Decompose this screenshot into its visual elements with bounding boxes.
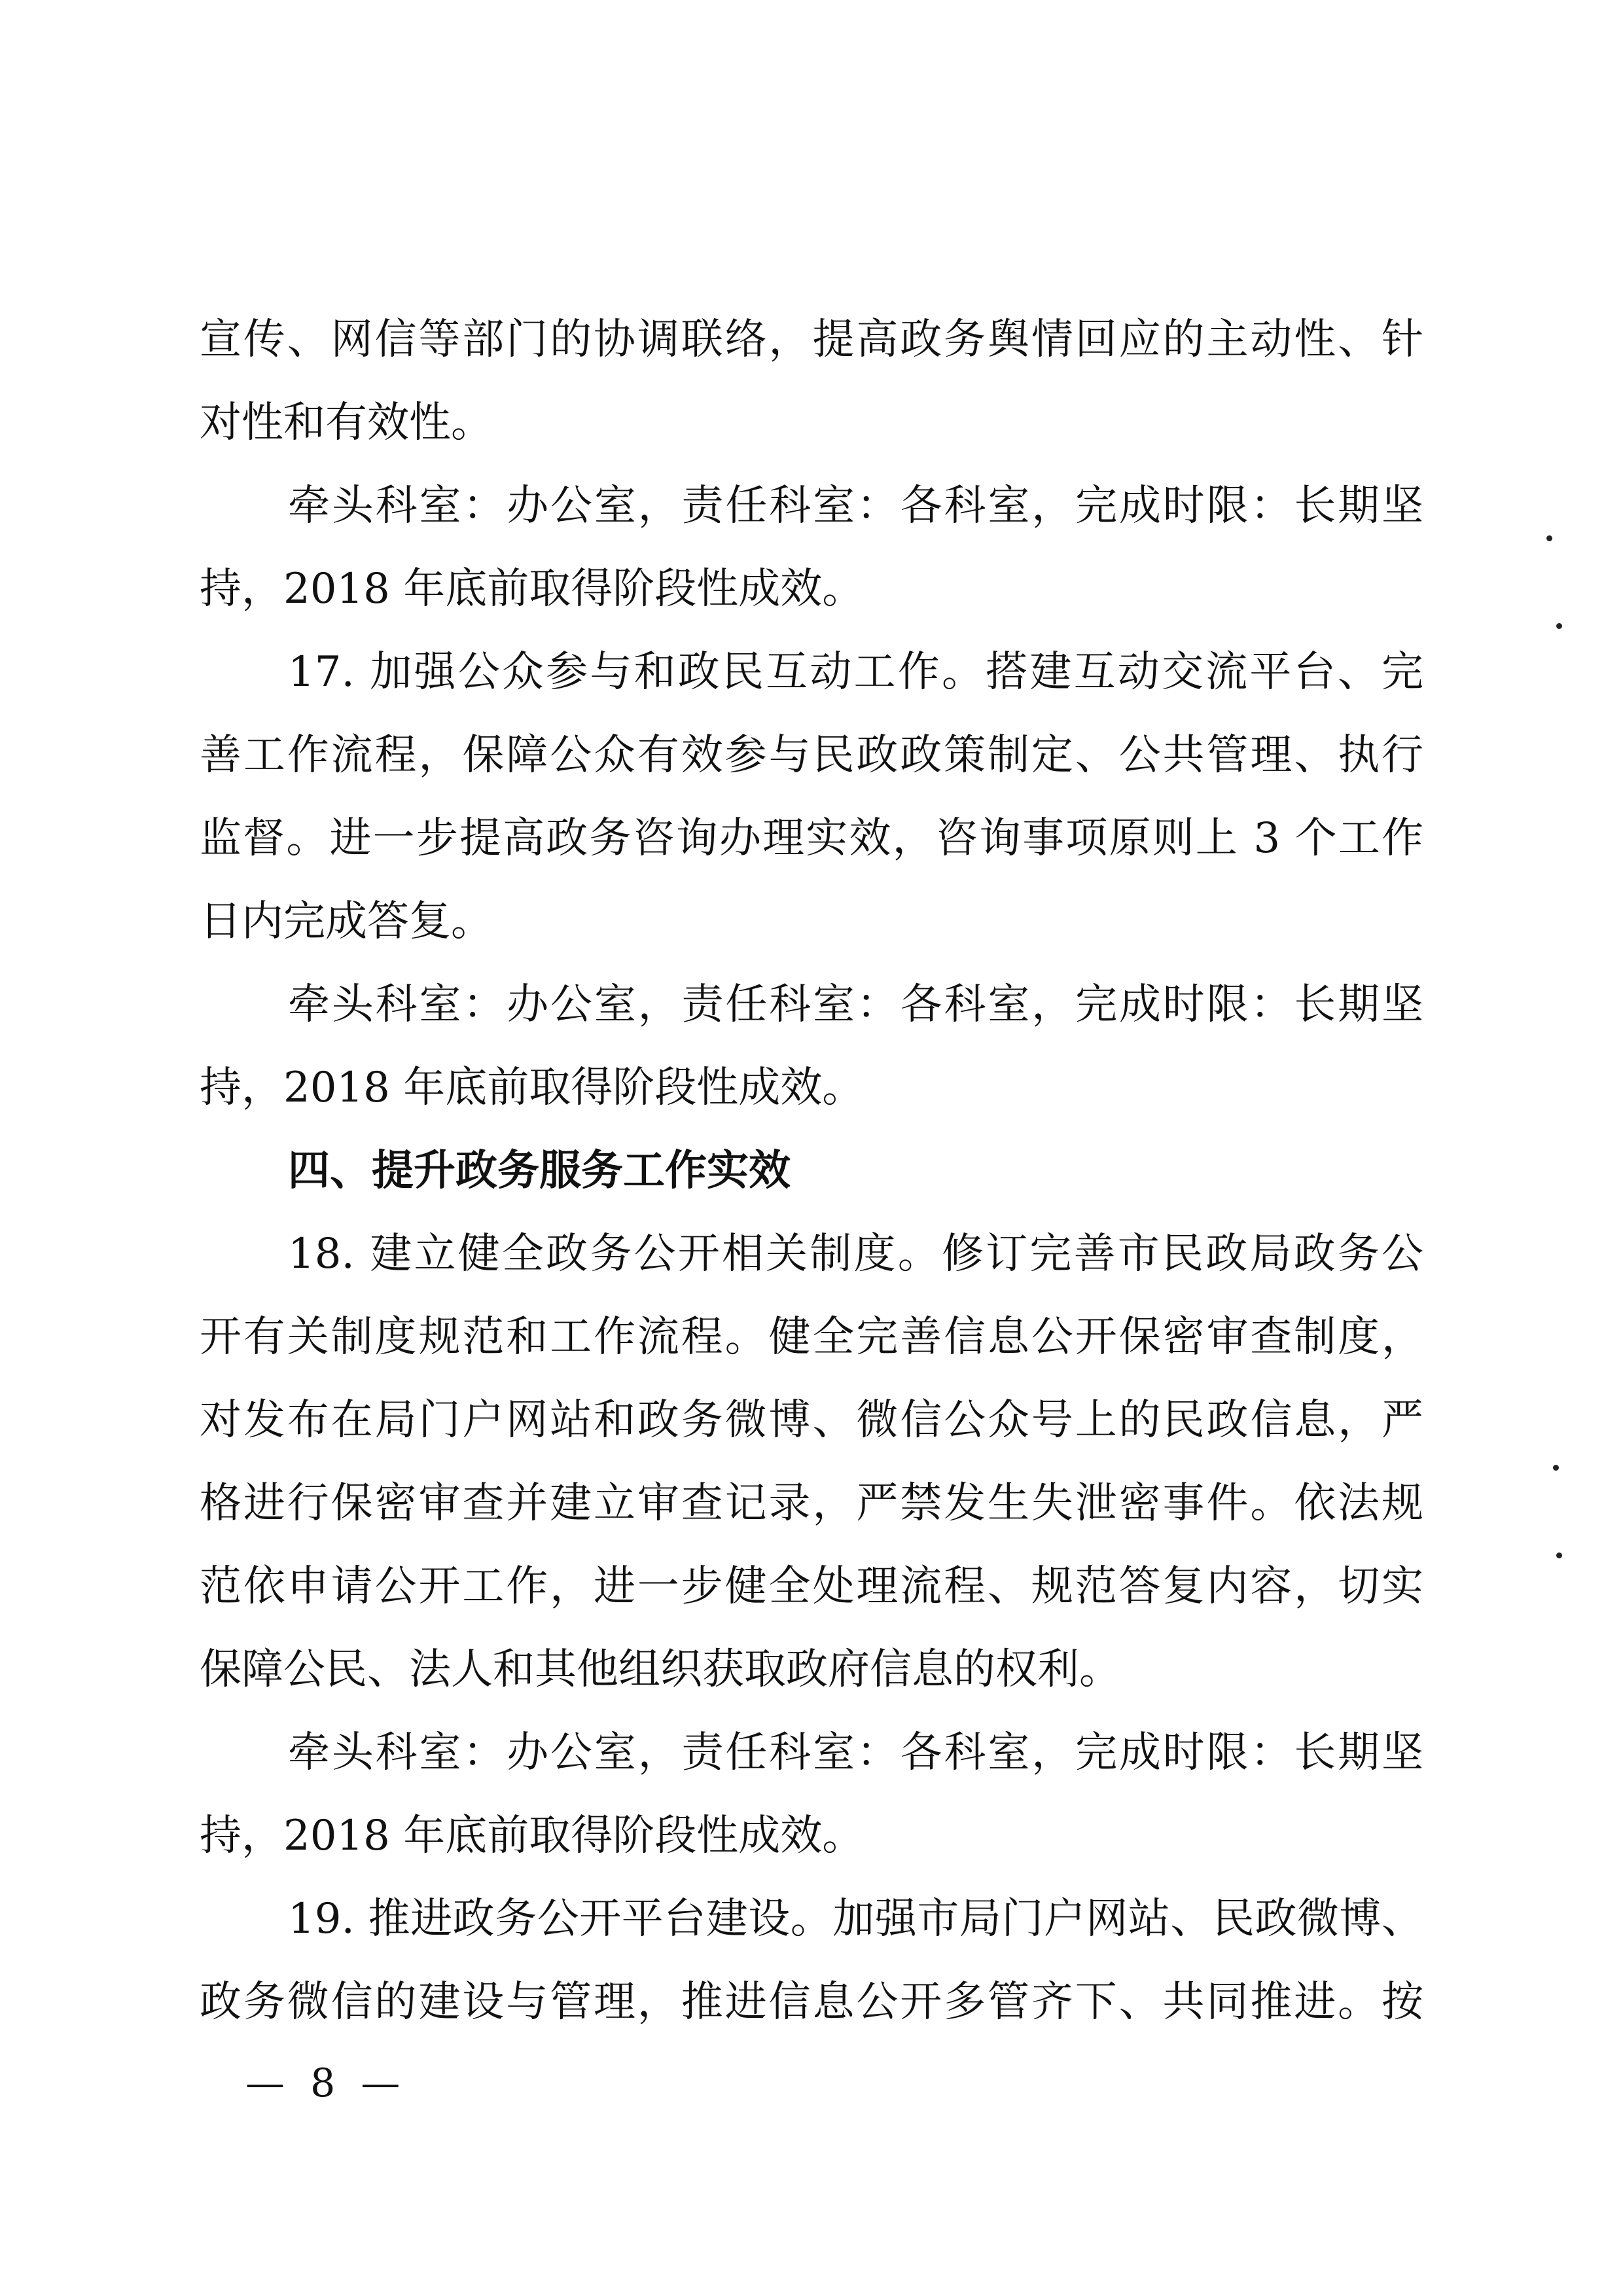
responsibility-line: 持，2018 年底前取得阶段性成效。 [200,1812,865,1860]
text-line: 范依申请公开工作，进一步健全处理流程、规范答复内容，切实 [200,1562,1423,1611]
item-19-title-line: 19. 推进政务公开平台建设。加强市局门户网站、民政微博、 [288,1895,1423,1943]
responsibility-line: 牵头科室：办公室，责任科室：各科室，完成时限：长期坚 [288,482,1423,530]
text-line: 保障公民、法人和其他组织获取政府信息的权利。 [200,1645,1121,1694]
text-line: 格进行保密审查并建立审查记录，严禁发生失泄密事件。依法规 [200,1479,1423,1528]
document-body [200,298,1423,2044]
section-heading: 四、提升政务服务工作实效 [288,1147,791,1195]
text-line: 日内完成答复。 [200,897,493,946]
responsibility-line: 牵头科室：办公室，责任科室：各科室，完成时限：长期坚 [288,1729,1423,1777]
scan-speck [1553,1465,1559,1471]
text-line: 开有关制度规范和工作流程。健全完善信息公开保密审查制度， [200,1313,1423,1361]
item-17-title-line: 17. 加强公众参与和政民互动工作。搭建互动交流平台、完 [288,648,1423,696]
page-number: — 8 — [245,2060,407,2106]
text-line: 宣传、网信等部门的协调联络，提高政务舆情回应的主动性、针 [200,315,1423,364]
text-line: 对发布在局门户网站和政务微博、微信公众号上的民政信息，严 [200,1396,1423,1444]
responsibility-line: 牵头科室：办公室，责任科室：各科室，完成时限：长期坚 [288,980,1423,1029]
item-18-title-line: 18. 建立健全政务公开相关制度。修订完善市民政局政务公 [288,1230,1423,1278]
scan-speck [1556,623,1562,629]
text-line: 政务微信的建设与管理，推进信息公开多管齐下、共同推进。按 [200,1978,1423,2026]
scan-speck [1546,535,1552,541]
scan-speck [1556,1552,1562,1558]
text-line: 监督。进一步提高政务咨询办理实效，咨询事项原则上 3 个工作 [200,814,1423,863]
text-line: 对性和有效性。 [200,399,493,447]
responsibility-line: 持，2018 年底前取得阶段性成效。 [200,565,865,613]
responsibility-line: 持，2018 年底前取得阶段性成效。 [200,1064,865,1112]
text-line: 善工作流程，保障公众有效参与民政政策制定、公共管理、执行 [200,731,1423,780]
